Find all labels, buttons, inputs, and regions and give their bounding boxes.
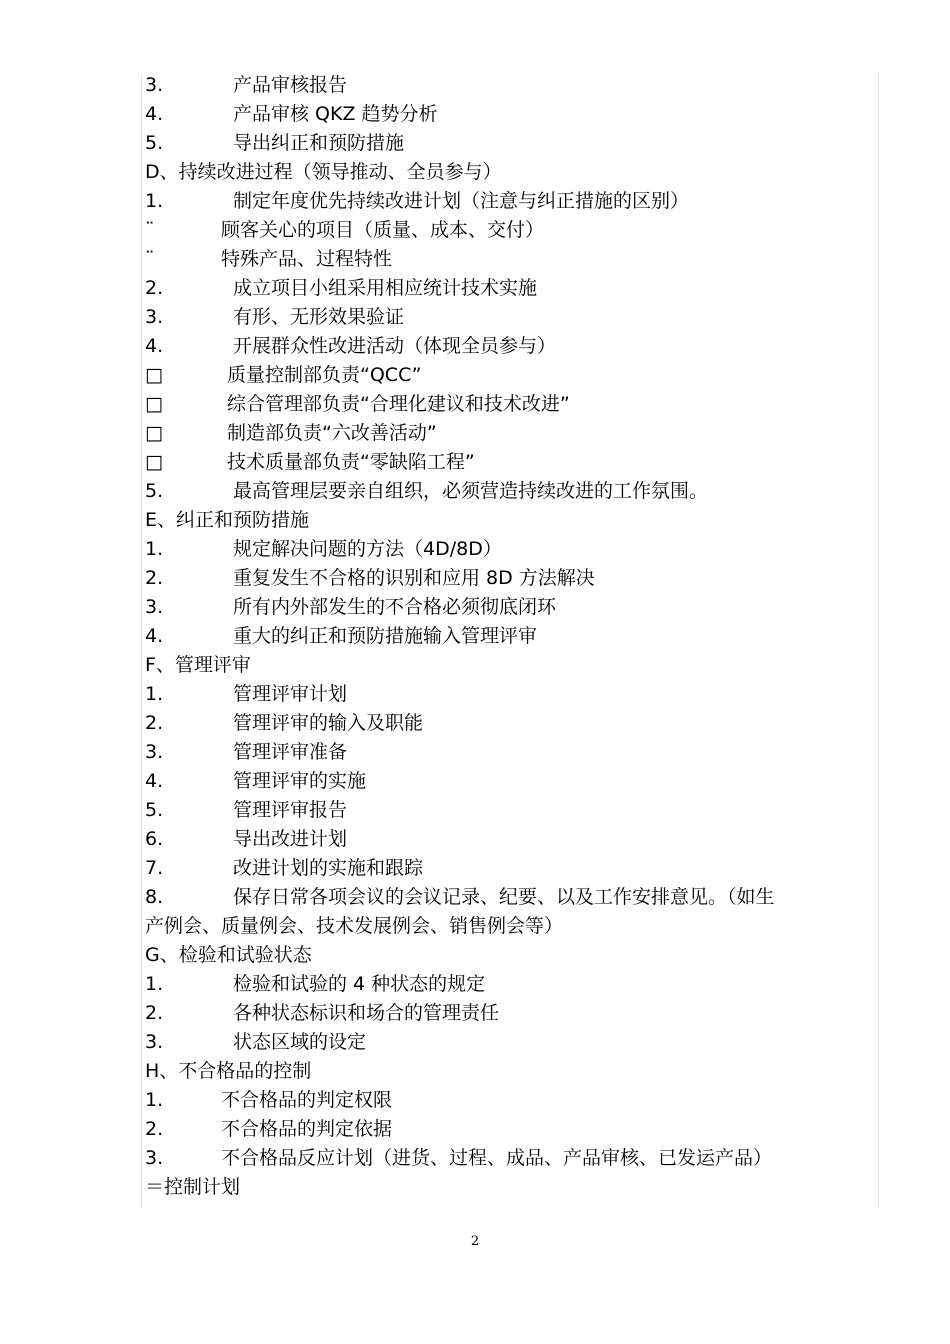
item-text: 质量控制部负责“QCC” <box>227 364 422 386</box>
checkbox-item <box>145 448 881 477</box>
item-text: ＝控制计划 <box>145 1176 241 1198</box>
item-number: 1. <box>145 538 164 560</box>
item-number: 4. <box>145 103 164 125</box>
checkbox-item <box>145 390 881 419</box>
list-item <box>145 622 881 651</box>
item-text: 开展群众性改进活动（体现全员参与） <box>233 335 557 357</box>
item-text: 不合格品的判定依据 <box>221 1118 393 1140</box>
section-heading <box>145 941 881 970</box>
list-item <box>145 129 881 158</box>
list-item-continuation <box>145 912 881 941</box>
item-text: 产品审核 QKZ 趋势分析 <box>233 103 438 125</box>
item-number: 8. <box>145 886 164 908</box>
item-text: 导出改进计划 <box>233 828 348 850</box>
item-text: 所有内外部发生的不合格必须彻底闭环 <box>233 596 557 618</box>
item-text: 管理评审的实施 <box>233 770 367 792</box>
item-number: 2. <box>145 1118 164 1140</box>
item-text: 综合管理部负责“合理化建议和技术改进” <box>227 393 570 415</box>
item-text: 状态区域的设定 <box>233 1031 367 1053</box>
item-number: 2. <box>145 277 164 299</box>
item-text: 管理评审准备 <box>233 741 348 763</box>
section-heading <box>145 1057 881 1086</box>
item-text: 最高管理层要亲自组织，必须营造持续改进的工作氛围。 <box>233 480 709 502</box>
item-number: 5. <box>145 480 164 502</box>
item-number: 4. <box>145 335 164 357</box>
checkbox-mark: □ <box>145 451 163 473</box>
checkbox-item <box>145 419 881 448</box>
list-item <box>145 1115 881 1144</box>
item-text: 导出纠正和预防措施 <box>233 132 405 154</box>
item-number: 2. <box>145 1002 164 1024</box>
item-text: 管理评审计划 <box>233 683 348 705</box>
item-number: 3. <box>145 74 164 96</box>
document-body <box>145 71 881 1202</box>
section-heading-text: H、不合格品的控制 <box>145 1060 312 1082</box>
list-item <box>145 999 881 1028</box>
checkbox-mark: □ <box>145 364 163 386</box>
bullet-mark: ¨ <box>145 219 155 241</box>
list-item <box>145 883 881 912</box>
bullet-item <box>145 245 881 274</box>
list-item <box>145 680 881 709</box>
item-text: 产例会、质量例会、技术发展例会、销售例会等） <box>145 915 564 937</box>
item-number: 5. <box>145 799 164 821</box>
item-number: 3. <box>145 1031 164 1053</box>
list-item <box>145 825 881 854</box>
section-heading <box>145 158 881 187</box>
item-number: 3. <box>145 596 164 618</box>
list-item <box>145 593 881 622</box>
list-item <box>145 1086 881 1115</box>
item-text: 不合格品的判定权限 <box>221 1089 393 1111</box>
item-text: 成立项目小组采用相应统计技术实施 <box>233 277 538 299</box>
item-number: 2. <box>145 567 164 589</box>
item-number: 4. <box>145 625 164 647</box>
list-item <box>145 738 881 767</box>
item-number: 3. <box>145 1147 164 1169</box>
item-text: 管理评审报告 <box>233 799 348 821</box>
item-number: 5. <box>145 132 164 154</box>
page-number: 2 <box>470 1234 480 1249</box>
item-number: 1. <box>145 190 164 212</box>
list-item <box>145 854 881 883</box>
item-text: 检验和试验的 4 种状态的规定 <box>233 973 486 995</box>
list-item <box>145 477 881 506</box>
list-item-continuation <box>145 1173 881 1202</box>
section-heading-text: F、管理评审 <box>145 654 251 676</box>
list-item <box>145 1144 881 1173</box>
item-text: 产品审核报告 <box>233 74 348 96</box>
list-item <box>145 709 881 738</box>
item-text: 不合格品反应计划（进货、过程、成品、产品审核、已发运产品） <box>221 1147 773 1169</box>
section-heading <box>145 651 881 680</box>
section-heading-text: G、检验和试验状态 <box>145 944 312 966</box>
item-number: 4. <box>145 770 164 792</box>
item-text: 制定年度优先持续改进计划（注意与纠正措施的区别） <box>233 190 690 212</box>
item-text: 管理评审的输入及职能 <box>233 712 424 734</box>
list-item <box>145 303 881 332</box>
item-text: 重复发生不合格的识别和应用 8D 方法解决 <box>233 567 595 589</box>
checkbox-mark: □ <box>145 422 163 444</box>
item-text: 顾客关心的项目（质量、成本、交付） <box>221 219 545 241</box>
item-number: 2. <box>145 712 164 734</box>
list-item <box>145 274 881 303</box>
checkbox-mark: □ <box>145 393 163 415</box>
item-text: 各种状态标识和场合的管理责任 <box>233 1002 500 1024</box>
item-number: 3. <box>145 306 164 328</box>
list-item <box>145 535 881 564</box>
item-number: 6. <box>145 828 164 850</box>
bullet-mark: ¨ <box>145 248 155 270</box>
item-number: 1. <box>145 1089 164 1111</box>
item-text: 重大的纠正和预防措施输入管理评审 <box>233 625 538 647</box>
item-text: 改进计划的实施和跟踪 <box>233 857 424 879</box>
item-text: 特殊产品、过程特性 <box>221 248 393 270</box>
checkbox-item <box>145 361 881 390</box>
section-heading-text: E、纠正和预防措施 <box>145 509 310 531</box>
item-number: 1. <box>145 973 164 995</box>
list-item <box>145 564 881 593</box>
section-heading-text: D、持续改进过程（领导推动、全员参与） <box>145 161 502 183</box>
list-item <box>145 100 881 129</box>
item-text: 规定解决问题的方法（4D/8D） <box>233 538 502 560</box>
item-number: 1. <box>145 683 164 705</box>
item-number: 3. <box>145 741 164 763</box>
list-item <box>145 1028 881 1057</box>
bullet-item <box>145 216 881 245</box>
item-text: 制造部负责“六改善活动” <box>227 422 437 444</box>
section-heading <box>145 506 881 535</box>
list-item <box>145 71 881 100</box>
item-text: 保存日常各项会议的会议记录、纪要、以及工作安排意见。（如生 <box>233 886 775 908</box>
list-item <box>145 796 881 825</box>
item-number: 7. <box>145 857 164 879</box>
list-item <box>145 332 881 361</box>
item-text: 有形、无形效果验证 <box>233 306 405 328</box>
item-text: 技术质量部负责“零缺陷工程” <box>227 451 475 473</box>
list-item <box>145 187 881 216</box>
list-item <box>145 767 881 796</box>
list-item <box>145 970 881 999</box>
